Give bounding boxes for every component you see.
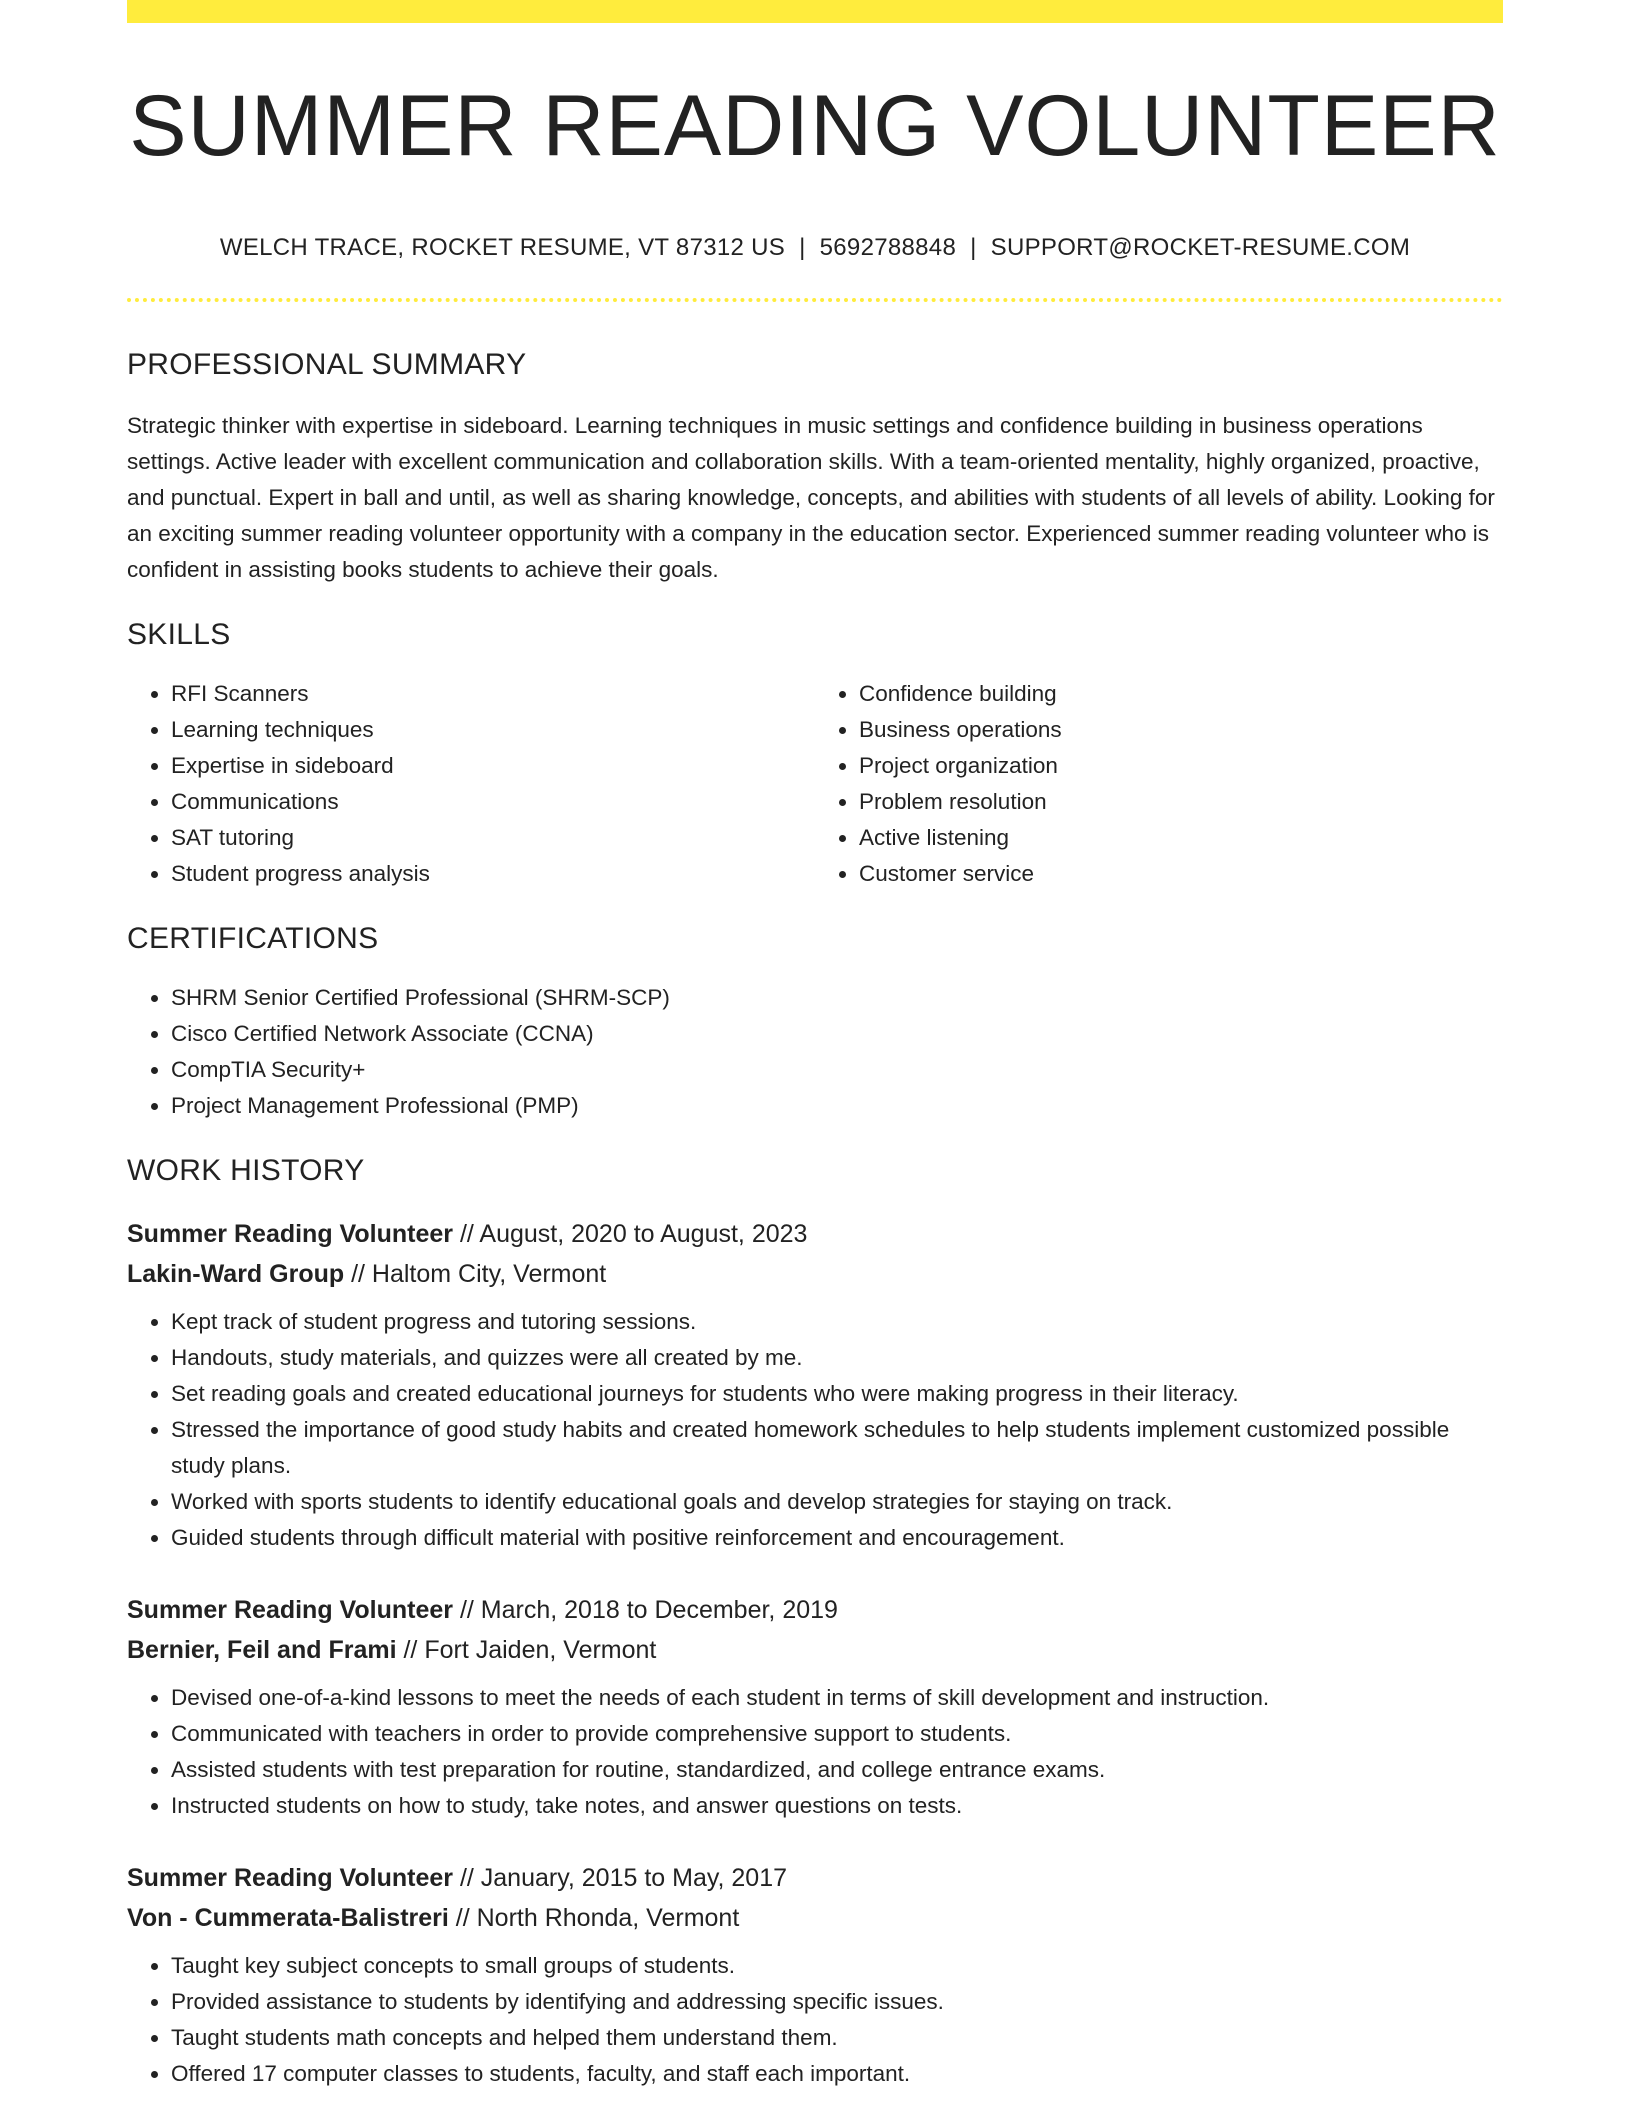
job-bullet: • Handouts, study materials, and quizzes were all created by me.: [171, 1340, 1503, 1376]
job-title-line: [127, 1858, 1503, 1898]
summary-text: Strategic thinker with expertise in sideboard. Learning techniques in music settings and confidence building in business operations settings. Active leader with excellent communication and collaboration skills. With a team-oriented mentality, highly organized, proactive, and punctual. Expert in ball and until, as well as sharing knowledge, concepts, and abilities with students of all levels of ability. Looking for an exciting summer reading volunteer opportunity with a company in the education sector. Experienced summer reading volunteer who is confident in assisting books students to achieve their goals.: [127, 412, 1495, 582]
job-bullet: • Worked with sports students to identify educational goals and develop strategies for staying on track.: [171, 1484, 1503, 1520]
contact-separator: |: [970, 233, 977, 261]
job-dates: // March, 2018 to December, 2019: [453, 1595, 838, 1624]
job-entry: [127, 1590, 1503, 1824]
skill-item: • Problem resolution: [859, 784, 1503, 820]
resume-page: [127, 0, 1503, 2092]
skills-column-right: [815, 676, 1503, 892]
skill-item: • Project organization: [859, 748, 1503, 784]
certification-item: • Cisco Certified Network Associate (CCNA): [171, 1016, 1503, 1052]
skill-item: • Active listening: [859, 820, 1503, 856]
job-company-line: [127, 1254, 1503, 1294]
job-entry: [127, 1214, 1503, 1556]
skills-heading: SKILLS: [127, 617, 231, 651]
skill-item: • Confidence building: [859, 676, 1503, 712]
job-dates: // January, 2015 to May, 2017: [453, 1863, 787, 1892]
contact-separator: |: [799, 233, 806, 261]
job-title-line: [127, 1214, 1503, 1254]
certifications-list: [127, 980, 1503, 1124]
job-bullet: • Taught students math concepts and helped them understand them.: [171, 2020, 1503, 2056]
job-company: Von - Cummerata-Balistreri: [127, 1903, 449, 1932]
resume-title: SUMMER READING VOLUNTEER: [129, 78, 1501, 174]
skill-item: • RFI Scanners: [171, 676, 815, 712]
job-role: Summer Reading Volunteer: [127, 1219, 453, 1248]
job-bullet: • Stressed the importance of good study habits and created homework schedules to help students implement customized possible study plans.: [171, 1412, 1503, 1484]
job-company: Lakin-Ward Group: [127, 1259, 345, 1288]
phone: 5692788848: [819, 233, 957, 261]
certification-item: • SHRM Senior Certified Professional (SHRM-SCP): [171, 980, 1503, 1016]
contact-line: [127, 234, 1503, 262]
job-bullet: • Taught key subject concepts to small groups of students.: [171, 1948, 1503, 1984]
job-location: // North Rhonda, Vermont: [448, 1903, 740, 1932]
email: SUPPORT@ROCKET-RESUME.COM: [990, 233, 1411, 261]
job-dates: // August, 2020 to August, 2023: [453, 1219, 808, 1248]
work-history-list: [127, 1214, 1503, 2092]
job-company-line: [127, 1898, 1503, 1938]
job-title-line: [127, 1590, 1503, 1630]
job-bullets: [127, 1948, 1503, 2092]
skill-item: • Business operations: [859, 712, 1503, 748]
job-bullet: • Offered 17 computer classes to students, faculty, and staff each important.: [171, 2056, 1503, 2092]
skills-column-left: [127, 676, 815, 892]
job-role: Summer Reading Volunteer: [127, 1863, 453, 1892]
job-bullets: [127, 1680, 1503, 1824]
job-bullet: • Guided students through difficult material with positive reinforcement and encouragement.: [171, 1520, 1503, 1556]
skill-item: • Customer service: [859, 856, 1503, 892]
skill-item: • SAT tutoring: [171, 820, 815, 856]
certification-item: • Project Management Professional (PMP): [171, 1088, 1503, 1124]
job-entry: [127, 1858, 1503, 2092]
job-company: Bernier, Feil and Frami: [127, 1635, 397, 1664]
skill-item: • Learning techniques: [171, 712, 815, 748]
accent-bar: [127, 0, 1503, 23]
summary-heading: PROFESSIONAL SUMMARY: [127, 347, 527, 381]
dotted-divider: [127, 298, 1503, 302]
job-bullet: • Provided assistance to students by identifying and addressing specific issues.: [171, 1984, 1503, 2020]
job-role: Summer Reading Volunteer: [127, 1595, 453, 1624]
job-bullet: • Kept track of student progress and tutoring sessions.: [171, 1304, 1503, 1340]
job-bullet: • Set reading goals and created educational journeys for students who were making progress in their literacy.: [171, 1376, 1503, 1412]
job-bullet: • Devised one-of-a-kind lessons to meet the needs of each student in terms of skill development and instruction.: [171, 1680, 1503, 1716]
address: WELCH TRACE, ROCKET RESUME, VT 87312 US: [219, 233, 786, 261]
certifications-heading: CERTIFICATIONS: [127, 921, 379, 955]
job-bullets: [127, 1304, 1503, 1556]
job-bullet: • Instructed students on how to study, take notes, and answer questions on tests.: [171, 1788, 1503, 1824]
job-location: // Haltom City, Vermont: [344, 1259, 607, 1288]
skill-item: • Expertise in sideboard: [171, 748, 815, 784]
work-history-heading: WORK HISTORY: [127, 1153, 365, 1187]
certification-item: • CompTIA Security+: [171, 1052, 1503, 1088]
skill-item: • Student progress analysis: [171, 856, 815, 892]
job-company-line: [127, 1630, 1503, 1670]
skill-item: • Communications: [171, 784, 815, 820]
job-location: // Fort Jaiden, Vermont: [396, 1635, 657, 1664]
job-bullet: • Assisted students with test preparation for routine, standardized, and college entrance exams.: [171, 1752, 1503, 1788]
job-bullet: • Communicated with teachers in order to provide comprehensive support to students.: [171, 1716, 1503, 1752]
skills-list: [127, 676, 1503, 892]
